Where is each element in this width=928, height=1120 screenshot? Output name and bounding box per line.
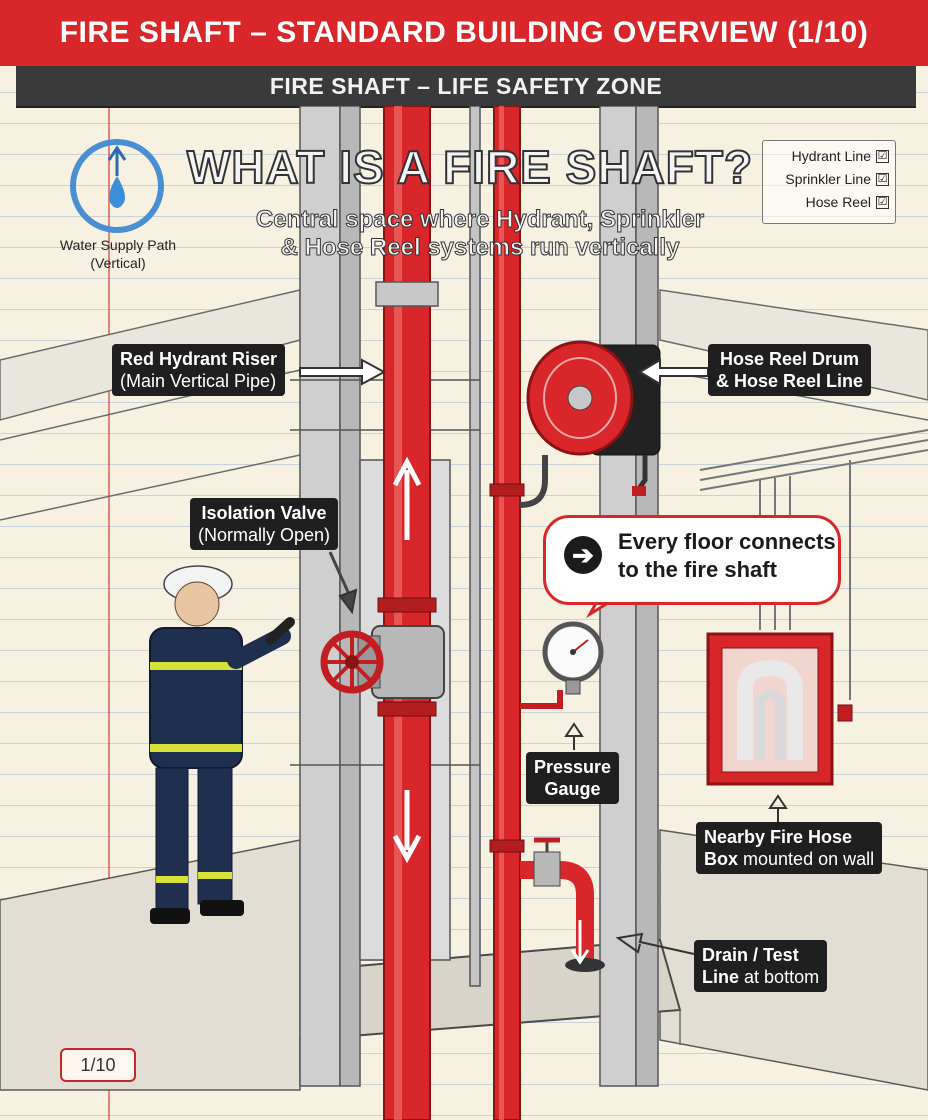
checkbox-icon: ☑ (877, 196, 888, 208)
label-fire-hose-box-bold: Box (704, 849, 739, 869)
headline-subtitle-line2: & Hose Reel systems run vertically (280, 234, 680, 261)
checklist-item-label: Hydrant Line (791, 148, 871, 164)
isolation-valve (324, 626, 444, 698)
section-title: FIRE SHAFT – LIFE SAFETY ZONE (269, 72, 663, 99)
label-pressure-gauge (526, 752, 619, 804)
label-pressure-gauge-line2: Gauge (544, 779, 601, 799)
callout-line1: Every floor connects (618, 529, 836, 554)
label-hose-reel-drum-line2: & Hose Reel Line (716, 371, 864, 391)
water-supply-label-line2: (Vertical) (90, 255, 146, 271)
checkbox-icon: ☑ (877, 173, 888, 185)
label-fire-hose-box-desc: mounted on wall (743, 849, 875, 869)
page-header (0, 0, 928, 66)
label-hydrant-riser-title: Red Hydrant Riser (120, 349, 278, 369)
arrow-right-icon: ➔ (564, 536, 602, 574)
label-isolation-valve-title: Isolation Valve (201, 503, 327, 523)
label-drain-line1: Drain / Test (702, 945, 799, 965)
water-supply-label-line1: Water Supply Path (59, 237, 177, 253)
label-drain-test-line (694, 940, 827, 992)
label-hose-reel-drum (708, 344, 871, 396)
callout-text (618, 528, 836, 584)
page-number-badge: 1/10 (60, 1048, 136, 1082)
headline-title: WHAT IS A FIRE SHAFT? (186, 141, 754, 193)
label-fire-hose-box (696, 822, 882, 874)
checklist-item-label: Sprinkler Line (785, 171, 871, 187)
checklist-item (763, 168, 895, 191)
label-drain-desc: at bottom (744, 967, 820, 987)
label-hose-reel-drum-line1: Hose Reel Drum (720, 349, 860, 369)
page-title: FIRE SHAFT – STANDARD BUILDING OVERVIEW (1/10) (59, 16, 869, 49)
label-hydrant-riser (112, 344, 285, 396)
floor-connection-callout (543, 515, 841, 605)
label-drain-bold: Line (702, 967, 740, 987)
label-fire-hose-box-line1: Nearby Fire Hose (704, 827, 853, 847)
section-header (16, 66, 916, 108)
fire-hose-box (708, 634, 852, 784)
headline-subtitle (200, 206, 760, 262)
checklist-item-label: Hose Reel (805, 194, 871, 210)
headline-subtitle-line1: Central space where Hydrant, Sprinkler (255, 206, 705, 233)
label-hydrant-riser-desc: (Main Vertical Pipe) (120, 371, 277, 391)
callout-line2: to the fire shaft (618, 557, 777, 582)
system-checklist (762, 140, 896, 224)
checklist-item (763, 145, 895, 168)
label-isolation-valve (190, 498, 338, 550)
water-supply-label (48, 236, 188, 272)
checklist-item (763, 191, 895, 214)
label-pressure-gauge-line1: Pressure (534, 757, 612, 777)
pressure-gauge (520, 624, 601, 706)
checkbox-icon: ☑ (877, 150, 888, 162)
label-isolation-valve-desc: (Normally Open) (198, 525, 331, 545)
